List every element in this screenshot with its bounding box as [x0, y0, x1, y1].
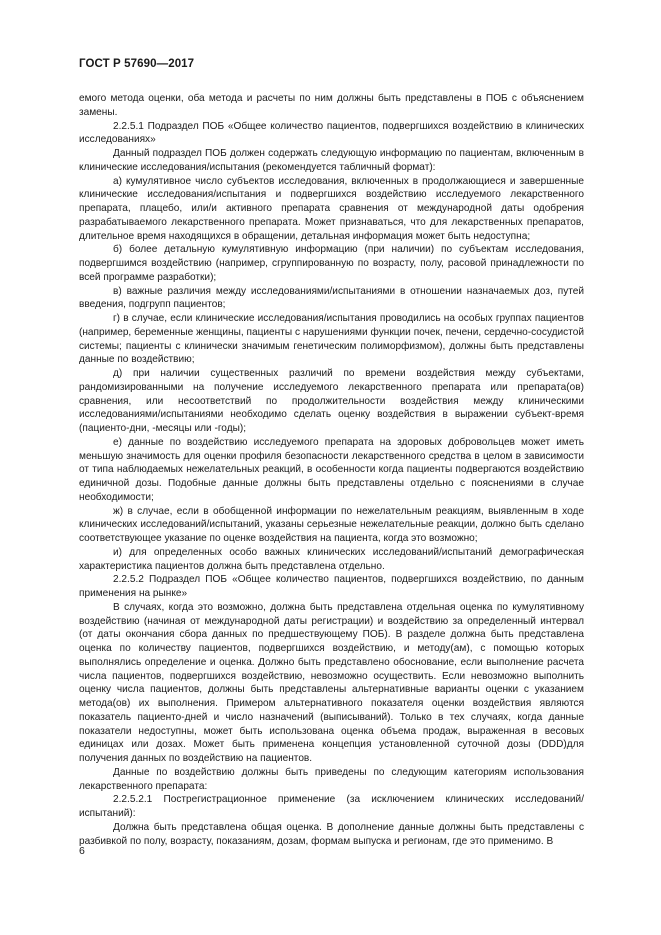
- list-item-i: и) для определенных особо важных клинических исследований/испытаний демографическая характеристика пациентов должна быть представлена отдельно.: [79, 546, 584, 572]
- body-paragraph: емого метода оценки, оба метода и расчеты по ним должны быть представлены в ПОБ с объяснением замены.: [79, 93, 584, 118]
- list-item-b: б) более детальную кумулятивную информацию (при наличии) по субъектам исследования, подвергшимся воздействию (например, сгруппированную по возрасту, полу, расовой принадлежности по всей программе разработки);: [79, 244, 584, 283]
- body-paragraph: Данный подраздел ПОБ должен содержать следующую информацию по пациентам, включенным в клинические исследования/испытания (рекомендуется табличный формат):: [79, 148, 584, 173]
- body-paragraph: Должна быть представлена общая оценка. В дополнение данные должны быть представлены с разбивкой по полу, возрасту, показаниям, дозам, формам выпуска и регионам, где это применимо. В: [79, 821, 584, 847]
- section-heading-2-2-5-1: 2.2.5.1 Подраздел ПОБ «Общее количество пациентов, подвергшихся воздействию в клинических исследованиях»: [79, 120, 584, 146]
- page-number: 6: [79, 845, 85, 857]
- section-heading-2-2-5-2-1: 2.2.5.2.1 Пострегистрационное применение (за исключением клинических исследований/испытаний):: [79, 794, 584, 819]
- list-item-e: е) данные по воздействию исследуемого препарата на здоровых добровольцев может иметь меньшую значимость для оценки профиля безопасности лекарственного средства в целом в зависимости от типа наблюдаемых нежелательных реакций, в особенности когда пациенты подвергаются воздействию единичной дозы. Подобные данные должны быть представлены отдельно с пояснениями в случае необходимости;: [79, 436, 584, 503]
- list-item-zh: ж) в случае, если в обобщенной информации по нежелательным реакциям, выявленным в ходе клинических исследований/испытаний, указаны серьезные нежелательные реакции, должно быть сделано соответствующее указание по оценке воздействия на пациента, когда это возможно;: [79, 505, 584, 544]
- list-item-d: д) при наличии существенных различий по времени воздействия между субъектами, рандомизированными на получение исследуемого лекарственного препарата или препарата(ов) сравнения, или несоответствий по продолжительности воздействия между клиническими исследованиями/испытаниями необходимо сделать оценку воздействия в выражении субъект-время (пациенто-дни, -месяцы или -годы);: [79, 368, 584, 434]
- list-item-v: в) важные различия между исследованиями/испытаниями в отношении назначаемых доз, путей введения, подгрупп пациентов;: [79, 285, 584, 311]
- list-item-g: г) в случае, если клинические исследования/испытания проводились на особых группах пациентов (например, беременные женщины, пациенты с нарушениями функции почек, печени, сердечно-сосудистой системы; пациенты с клинически значимым генетическим полиморфизмом), должны быть представлены данные по воздействию;: [79, 313, 584, 366]
- document-body: [79, 92, 584, 848]
- list-item-a: а) кумулятивное число субъектов исследования, включенных в продолжающиеся и завершенные клинические исследования/испытания и подвергшихся воздействию исследуемого лекарственного препарата, плацебо, или/и активного препарата сравнения от международной даты одобрения разрабатываемого лекарственного препарата. Может признаваться, что для лекарственных препаратов, длительное время находящихся в обращении, детальная информация может быть недоступна;: [79, 175, 584, 242]
- document-header-code: ГОСТ Р 57690—2017: [79, 58, 195, 70]
- body-paragraph: В случаях, когда это возможно, должна быть представлена отдельная оценка по кумулятивному воздействию (начиная от международной даты регистрации) и воздействию за определенный интервал (от даты окончания сбора данных по предшествующему ПОБ). В разделе должна быть представлена оценка по количеству пациентов, подвергшихся воздействию, и методу(ам), с помощью которых выполнялись определение и оценка. Должно быть представлено обоснование, если выполнение расчета числа пациентов, подвергшихся воздействию, невозможно осуществить. Если невозможно выполнить оценку числа пациентов, должны быть представлены альтернативные варианты оценки с указанием метода(ов) их выполнения. Примером альтернативного показателя оценки воздействия являются показатель пациенто-дней и число назначений (выписываний). Только в тех случаях, когда данные показатели недоступны, может быть использована оценка объема продаж, выраженная в весовых единицах или дозах. Может быть применена концепция установленной суточной дозы (DDD)для получения данных по воздействию на пациентов.: [79, 601, 584, 764]
- section-heading-2-2-5-2: 2.2.5.2 Подраздел ПОБ «Общее количество пациентов, подвергшихся воздействию, по данным применения на рынке»: [79, 574, 584, 599]
- body-paragraph: Данные по воздействию должны быть приведены по следующим категориям использования лекарственного препарата:: [79, 766, 584, 792]
